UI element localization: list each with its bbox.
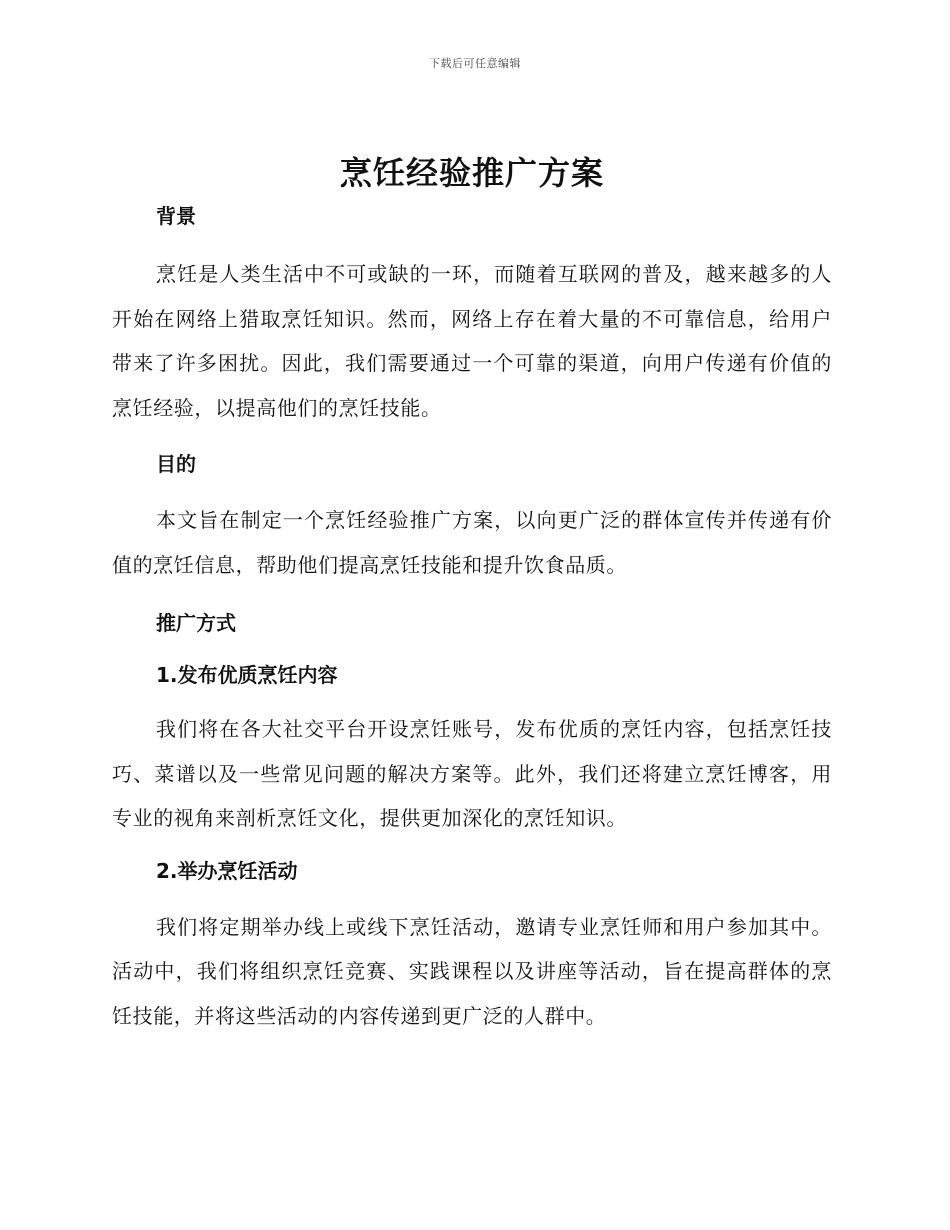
subsection-heading-cooking-events: 2.举办烹饪活动 [156,858,298,883]
section-heading-method: 推广方式 [156,611,236,635]
document-body [112,150,832,1038]
document-title: 烹饪经验推广方案 [339,154,604,192]
subsection-heading-publish-content: 1.发布优质烹饪内容 [156,663,338,687]
section-heading-background: 背景 [156,204,196,228]
paragraph-publish-content: 我们将在各大社交平台开设烹饪账号，发布优质的烹饪内容，包括烹饪技巧、菜谱以及一些常见问题的解决方案等。此外，我们还将建立烹饪博客，用专业的视角来剖析烹饪文化，提供更加深化的烹饪知识。 [112,717,832,830]
paragraph-cooking-events: 我们将定期举办线上或线下烹饪活动，邀请专业烹饪师和用户参加其中。活动中，我们将组织烹饪竞赛、实践课程以及讲座等活动，旨在提高群体的烹饪技能，并将这些活动的内容传递到更广泛的人群中。 [112,914,832,1028]
paragraph-goal: 本文旨在制定一个烹饪经验推广方案，以向更广泛的群体宣传并传递有价值的烹饪信息，帮助他们提高烹饪技能和提升饮食品质。 [112,508,832,577]
section-heading-goal: 目的 [156,452,196,476]
header-note: 下载后可任意编辑 [429,57,521,70]
paragraph-background: 烹饪是人类生活中不可或缺的一环，而随着互联网的普及，越来越多的人开始在网络上猎取烹饪知识。然而，网络上存在着大量的不可靠信息，给用户带来了许多困扰。因此，我们需要通过一个可靠的渠道，向用户传递有价值的烹饪经验，以提高他们的烹饪技能。 [112,262,832,420]
